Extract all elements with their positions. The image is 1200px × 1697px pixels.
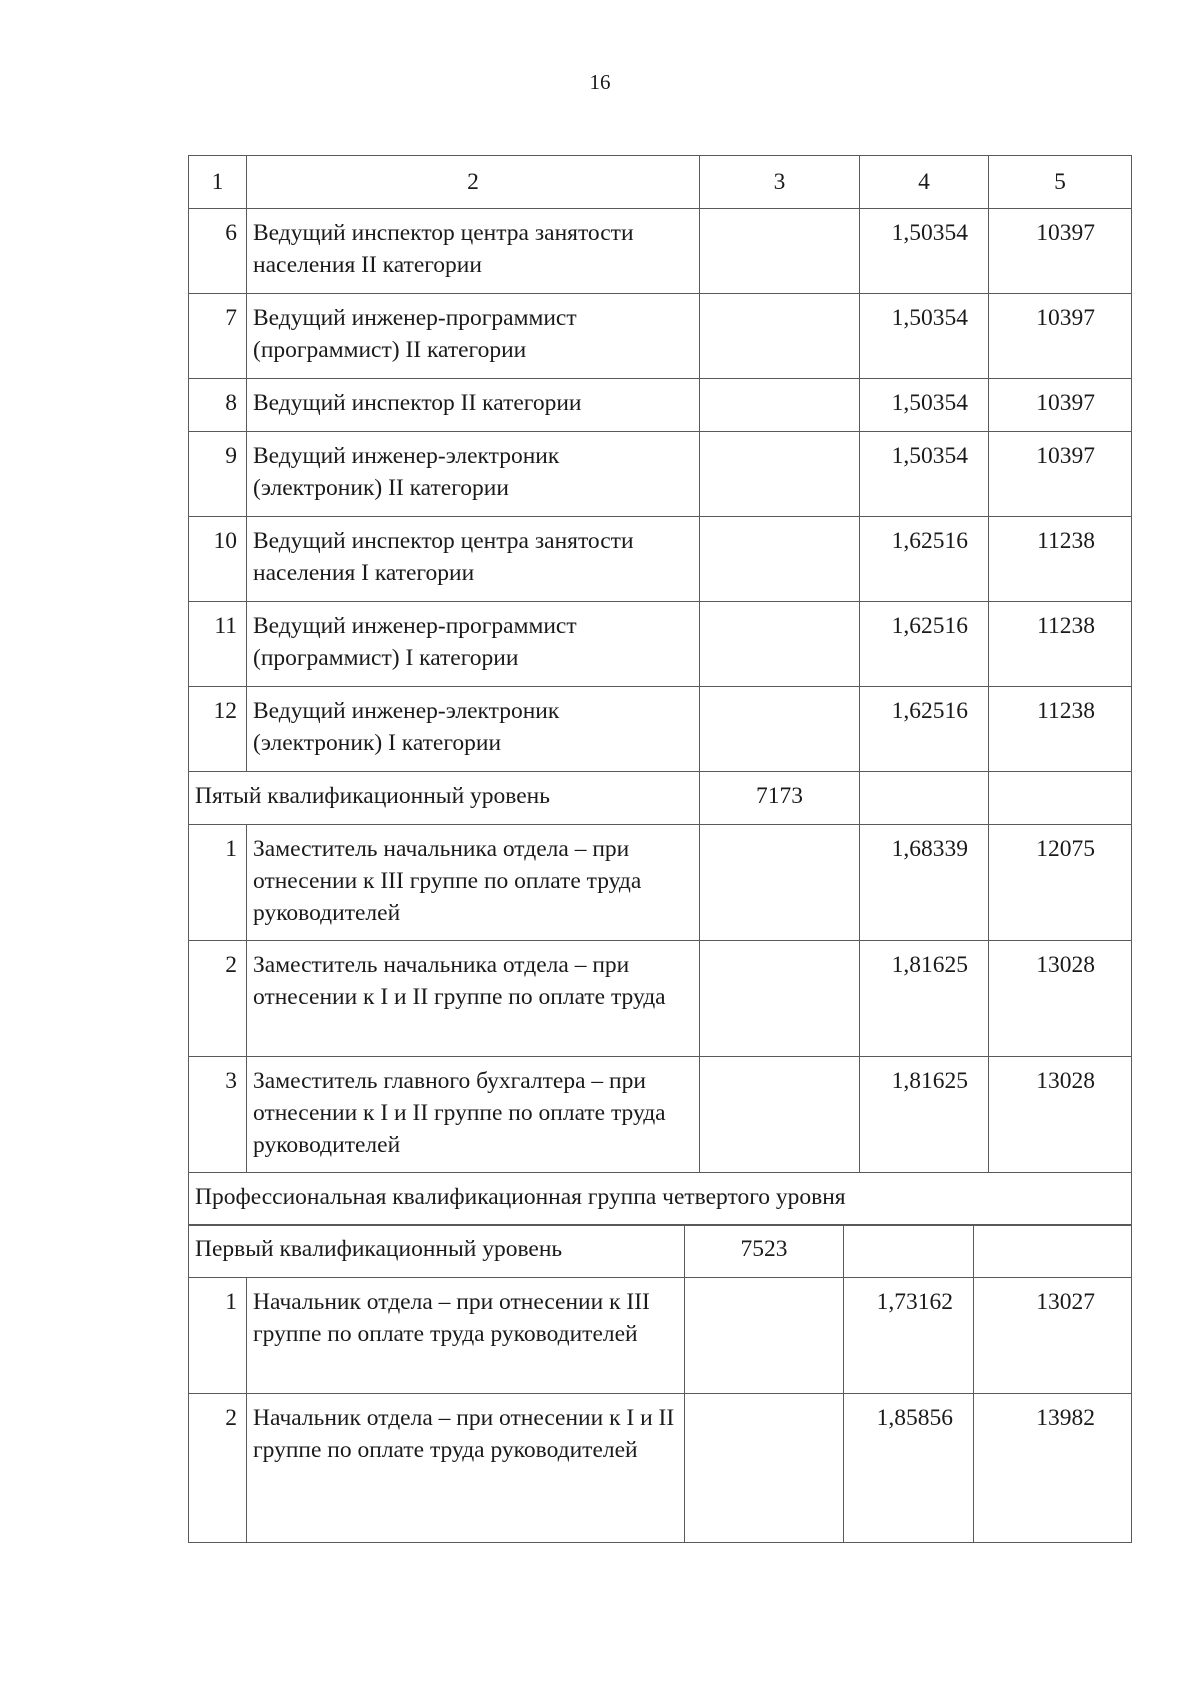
coefficient: 1,50354: [860, 294, 989, 379]
salary: 11238: [989, 687, 1132, 772]
header-cell: 5: [989, 156, 1132, 209]
row-number: 6: [189, 209, 247, 294]
header-cell: 3: [700, 156, 860, 209]
row-number: 9: [189, 432, 247, 517]
coefficient: 1,50354: [860, 209, 989, 294]
position-name: Заместитель главного бухгалтера – при отнесении к I и II группе по оплате труда руководителей: [247, 1057, 700, 1173]
empty-cell: [844, 1225, 974, 1278]
base-cell: [700, 1057, 860, 1173]
table-row: [189, 1057, 1132, 1173]
qualification-level-row: [189, 772, 1132, 825]
base-cell: [700, 602, 860, 687]
base-cell: [700, 379, 860, 432]
coefficient: 1,81625: [860, 941, 989, 1057]
coefficient: 1,50354: [860, 379, 989, 432]
tariff-table-part2: [188, 1224, 1132, 1543]
base-cell: [700, 941, 860, 1057]
table-row: [189, 1394, 1132, 1543]
empty-cell: [974, 1225, 1132, 1278]
tariff-table-part1: [188, 155, 1132, 1226]
group-title: Профессиональная квалификационная группа четвертого уровня: [189, 1173, 1132, 1226]
position-name: Ведущий инженер-программист (программист) II категории: [247, 294, 700, 379]
salary: 11238: [989, 517, 1132, 602]
header-row: [189, 156, 1132, 209]
salary: 10397: [989, 379, 1132, 432]
base-cell: [685, 1278, 844, 1394]
qualification-level-row: [189, 1225, 1132, 1278]
page-number: 16: [589, 70, 611, 94]
header-cell: 1: [189, 156, 247, 209]
base-cell: [700, 517, 860, 602]
position-name: Ведущий инспектор центра занятости населения II категории: [247, 209, 700, 294]
salary: 13982: [974, 1394, 1132, 1543]
empty-cell: [989, 772, 1132, 825]
qualification-level-label: Первый квалификационный уровень: [189, 1225, 685, 1278]
header-cell: 2: [247, 156, 700, 209]
coefficient: 1,50354: [860, 432, 989, 517]
position-name: Ведущий инспектор II категории: [247, 379, 700, 432]
base-cell: [700, 432, 860, 517]
position-name: Начальник отдела – при отнесении к III группе по оплате труда руководителей: [247, 1278, 685, 1394]
row-number: 2: [189, 941, 247, 1057]
salary: 10397: [989, 209, 1132, 294]
row-number: 1: [189, 1278, 247, 1394]
coefficient: 1,68339: [860, 825, 989, 941]
row-number: 11: [189, 602, 247, 687]
coefficient: 1,62516: [860, 687, 989, 772]
base-cell: [700, 687, 860, 772]
base-cell: [700, 209, 860, 294]
empty-cell: [860, 772, 989, 825]
salary: 13027: [974, 1278, 1132, 1394]
header-cell: 4: [860, 156, 989, 209]
table-row: [189, 432, 1132, 517]
salary: 12075: [989, 825, 1132, 941]
group-title-row: [189, 1173, 1132, 1226]
position-name: Ведущий инженер-программист (программист) I категории: [247, 602, 700, 687]
position-name: Начальник отдела – при отнесении к I и II группе по оплате труда руководителей: [247, 1394, 685, 1543]
base-salary: 7523: [685, 1225, 844, 1278]
row-number: 8: [189, 379, 247, 432]
table-row: [189, 209, 1132, 294]
salary: 13028: [989, 941, 1132, 1057]
position-name: Ведущий инженер-электроник (электроник) II категории: [247, 432, 700, 517]
table-row: [189, 602, 1132, 687]
table-row: [189, 1278, 1132, 1394]
table-row: [189, 825, 1132, 941]
row-number: 1: [189, 825, 247, 941]
position-name: Ведущий инспектор центра занятости населения I категории: [247, 517, 700, 602]
row-number: 12: [189, 687, 247, 772]
base-cell: [700, 294, 860, 379]
table-row: [189, 294, 1132, 379]
coefficient: 1,85856: [844, 1394, 974, 1543]
table-row: [189, 517, 1132, 602]
qualification-level-label: Пятый квалификационный уровень: [189, 772, 700, 825]
position-name: Ведущий инженер-электроник (электроник) I категории: [247, 687, 700, 772]
table-row: [189, 687, 1132, 772]
salary: 11238: [989, 602, 1132, 687]
coefficient: 1,81625: [860, 1057, 989, 1173]
salary: 13028: [989, 1057, 1132, 1173]
table-row: [189, 941, 1132, 1057]
base-cell: [685, 1394, 844, 1543]
row-number: 3: [189, 1057, 247, 1173]
salary: 10397: [989, 294, 1132, 379]
coefficient: 1,73162: [844, 1278, 974, 1394]
salary: 10397: [989, 432, 1132, 517]
coefficient: 1,62516: [860, 602, 989, 687]
row-number: 2: [189, 1394, 247, 1543]
table-row: [189, 379, 1132, 432]
coefficient: 1,62516: [860, 517, 989, 602]
base-salary: 7173: [700, 772, 860, 825]
row-number: 10: [189, 517, 247, 602]
row-number: 7: [189, 294, 247, 379]
position-name: Заместитель начальника отдела – при отнесении к I и II группе по оплате труда: [247, 941, 700, 1057]
position-name: Заместитель начальника отдела – при отнесении к III группе по оплате труда руководителей: [247, 825, 700, 941]
base-cell: [700, 825, 860, 941]
